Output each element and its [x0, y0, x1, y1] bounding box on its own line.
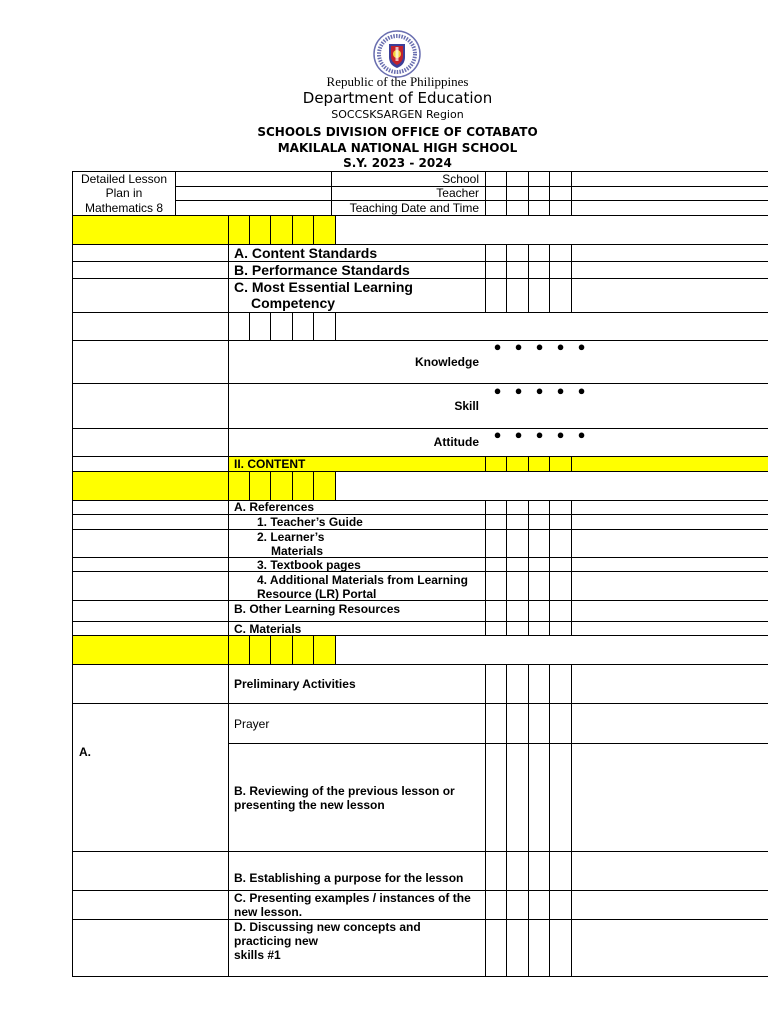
bullet-icon: ●: [514, 339, 523, 354]
teachers-guide-label: 1. Teacher’s Guide: [257, 515, 363, 529]
bullet-icon: ●: [493, 383, 502, 398]
performance-standards-label: B. Performance Standards: [234, 262, 410, 278]
bullet-icon: ●: [556, 339, 565, 354]
preliminary-activities-label: Preliminary Activities: [234, 677, 356, 691]
learners-materials-line1: 2. Learner’s: [257, 530, 325, 544]
school-label: School: [442, 172, 479, 186]
discussing-line1: D. Discussing new concepts and: [234, 920, 421, 934]
bullet-icon: ●: [535, 339, 544, 354]
prayer-label: Prayer: [234, 717, 270, 731]
presenting-examples-line2: new lesson.: [234, 905, 303, 919]
dll-label-line1: Detailed Lesson: [80, 172, 168, 186]
melc-label-line1: C. Most Essential Learning: [234, 279, 413, 295]
reviewing-line1: B. Reviewing of the previous lesson or: [234, 784, 455, 798]
bullet-icon: ●: [577, 383, 586, 398]
textbook-pages-label: 3. Textbook pages: [257, 558, 361, 572]
learners-materials-line2: Materials: [271, 544, 324, 558]
bullet-icon: ●: [577, 427, 586, 442]
bullet-icon: ●: [556, 427, 565, 442]
bullet-icon: ●: [514, 427, 523, 442]
bullet-icon: ●: [577, 339, 586, 354]
other-resources-label: B. Other Learning Resources: [234, 602, 401, 616]
discussing-line2: practicing new: [234, 934, 319, 948]
republic-heading: Republic of the Philippines: [326, 74, 469, 89]
additional-materials-line1: 4. Additional Materials from Learning: [257, 573, 468, 587]
discussing-line3: skills #1: [234, 948, 281, 962]
skill-label: Skill: [454, 399, 479, 413]
skill-bullets: [487, 384, 592, 398]
section-a-label: A.: [79, 745, 91, 759]
teacher-label: Teacher: [436, 186, 479, 200]
school-year-heading: S.Y. 2023 - 2024: [343, 156, 452, 170]
knowledge-bullets: [487, 340, 592, 354]
bullet-icon: ●: [493, 427, 502, 442]
department-heading: Department of Education: [302, 89, 493, 107]
bullet-icon: ●: [535, 383, 544, 398]
knowledge-label: Knowledge: [414, 355, 479, 369]
materials-label: C. Materials: [234, 622, 302, 636]
dll-label-line2: Plan in: [105, 186, 143, 200]
presenting-examples-line1: C. Presenting examples / instances of the: [234, 891, 471, 905]
division-heading: SCHOOLS DIVISION OFFICE OF COTABATO: [257, 125, 538, 139]
bullet-icon: ●: [535, 427, 544, 442]
melc-label-line2: Competency: [251, 295, 336, 311]
establishing-purpose-label: B. Establishing a purpose for the lesson: [234, 871, 464, 885]
additional-materials-line2: Resource (LR) Portal: [257, 587, 377, 601]
reviewing-line2: presenting the new lesson: [234, 798, 385, 812]
school-heading: MAKILALA NATIONAL HIGH SCHOOL: [277, 141, 518, 155]
teaching-date-label: Teaching Date and Time: [349, 201, 479, 215]
dll-label-line3: Mathematics 8: [84, 201, 164, 215]
region-heading: SOCCSKSARGEN Region: [331, 108, 464, 121]
content-standards-label: A. Content Standards: [234, 245, 378, 261]
attitude-label: Attitude: [433, 435, 479, 449]
bullet-icon: ●: [493, 339, 502, 354]
content-heading: II. CONTENT: [234, 457, 306, 471]
attitude-bullets: [487, 428, 592, 442]
bullet-icon: ●: [556, 383, 565, 398]
bullet-icon: ●: [514, 383, 523, 398]
references-label: A. References: [234, 500, 315, 514]
